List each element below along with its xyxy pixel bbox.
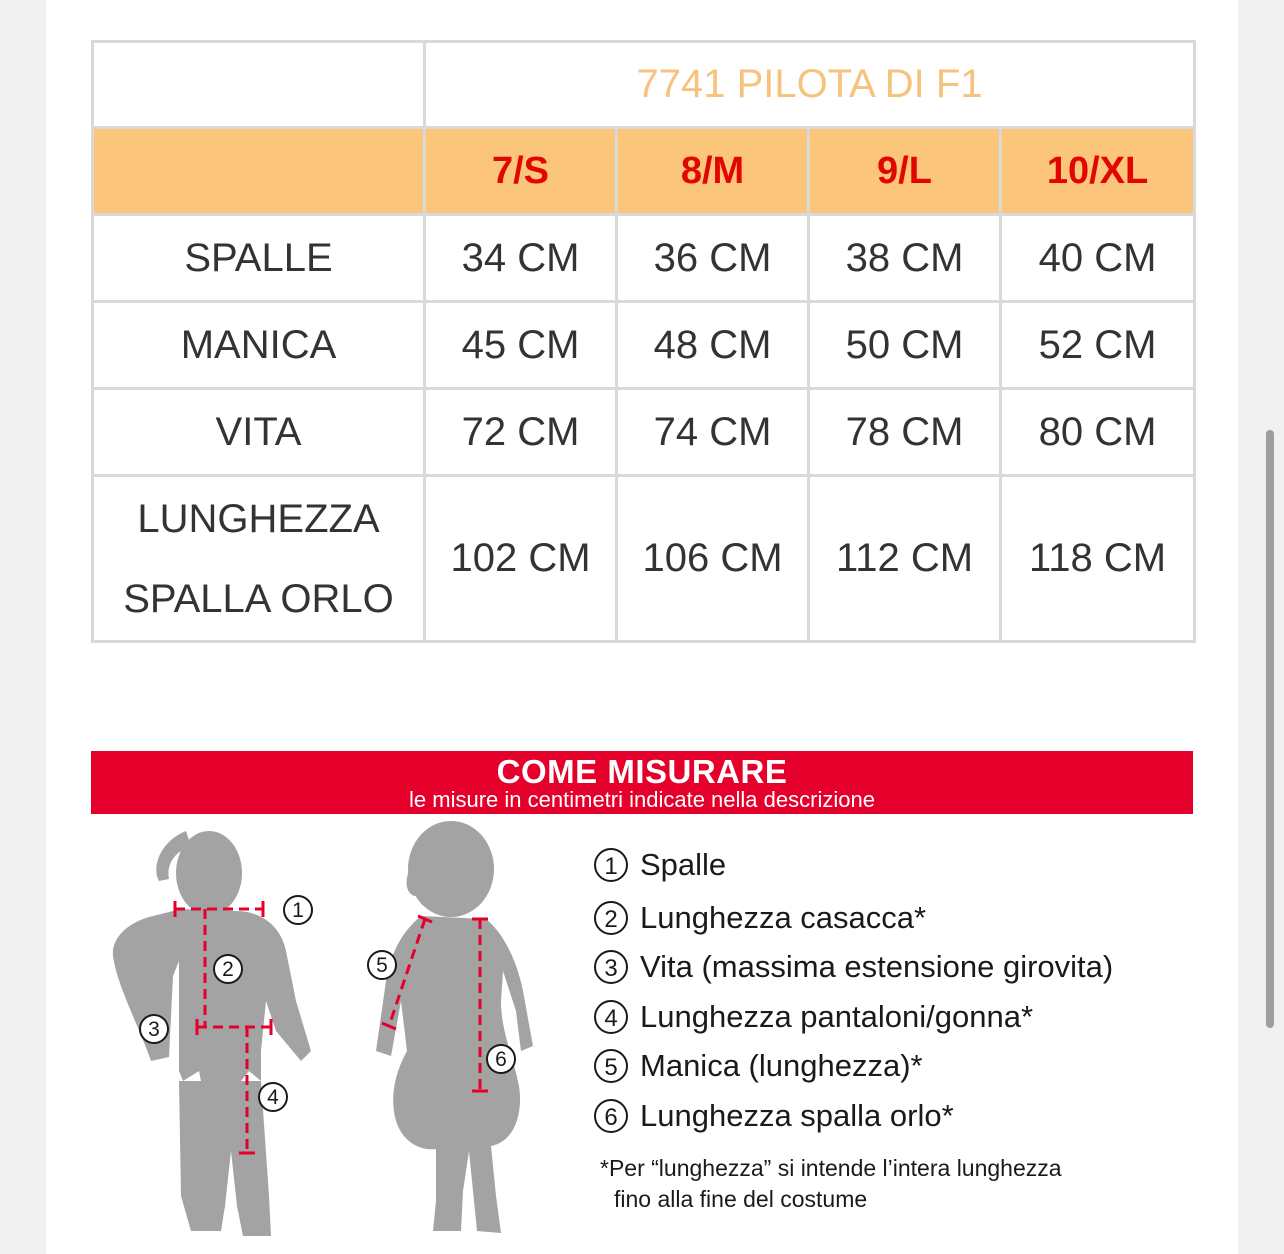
banner-subtitle: le misure in centimetri indicate nella descrizione xyxy=(409,787,875,812)
table-cell: 118 CM xyxy=(1001,476,1195,642)
table-row xyxy=(93,302,1195,389)
legend-item xyxy=(594,1042,1194,1092)
legend-text: Lunghezza casacca* xyxy=(640,899,927,935)
table-cell: 72 CM xyxy=(425,389,617,476)
table-cell: 102 CM xyxy=(425,476,617,642)
table-cell: 112 CM xyxy=(809,476,1001,642)
size-header-xl: 10/XL xyxy=(1001,128,1195,215)
size-header-l: 9/L xyxy=(809,128,1001,215)
svg-text:2: 2 xyxy=(222,958,234,981)
legend-item xyxy=(594,992,1194,1042)
row-label-line2: SPALLA ORLO xyxy=(123,576,394,621)
length-note xyxy=(600,1153,1062,1215)
table-row xyxy=(93,389,1195,476)
marker-6-icon xyxy=(487,1045,515,1073)
size-header-m: 8/M xyxy=(617,128,809,215)
row-label: MANICA xyxy=(93,302,425,389)
size-header-blank xyxy=(93,128,425,215)
marker-3-icon xyxy=(140,1015,168,1043)
legend-number-1: 1 xyxy=(594,848,628,882)
table-cell: 106 CM xyxy=(617,476,809,642)
girl-silhouette-icon xyxy=(376,821,533,1233)
note-line-2: fino alla fine del costume xyxy=(614,1186,868,1212)
table-cell: 52 CM xyxy=(1001,302,1195,389)
table-cell: 34 CM xyxy=(425,215,617,302)
legend-number-5: 5 xyxy=(594,1049,628,1083)
row-label xyxy=(93,476,425,642)
row-label-line1: LUNGHEZZA xyxy=(137,496,380,541)
marker-1-icon xyxy=(284,896,312,924)
size-table xyxy=(91,40,1196,643)
table-cell: 48 CM xyxy=(617,302,809,389)
svg-text:1: 1 xyxy=(292,899,304,922)
legend-item xyxy=(594,1091,1194,1141)
measure-legend xyxy=(594,837,1194,1141)
legend-number-6: 6 xyxy=(594,1099,628,1133)
legend-number-3: 3 xyxy=(594,950,628,984)
table-row xyxy=(93,215,1195,302)
size-header-s: 7/S xyxy=(425,128,617,215)
legend-text: Lunghezza spalla orlo* xyxy=(640,1097,954,1133)
legend-item xyxy=(594,893,1194,943)
measurement-figures xyxy=(91,751,591,1254)
note-line-1: *Per “lunghezza” si intende l’intera lunghezza xyxy=(600,1155,1062,1181)
table-cell: 36 CM xyxy=(617,215,809,302)
row-label: VITA xyxy=(93,389,425,476)
svg-text:3: 3 xyxy=(148,1018,160,1041)
table-cell: 80 CM xyxy=(1001,389,1195,476)
legend-number-2: 2 xyxy=(594,901,628,935)
legend-text: Vita (massima estensione girovita) xyxy=(640,949,1114,985)
legend-text: Manica (lunghezza)* xyxy=(640,1048,923,1084)
legend-text: Spalle xyxy=(640,847,727,882)
table-cell: 45 CM xyxy=(425,302,617,389)
row-label: SPALLE xyxy=(93,215,425,302)
how-to-measure-panel xyxy=(91,751,1193,1254)
marker-5-icon xyxy=(368,951,396,979)
svg-text:4: 4 xyxy=(267,1086,279,1109)
svg-text:5: 5 xyxy=(376,954,388,977)
svg-text:6: 6 xyxy=(495,1048,507,1071)
table-cell: 50 CM xyxy=(809,302,1001,389)
marker-4-icon xyxy=(259,1083,287,1111)
table-cell: 78 CM xyxy=(809,389,1001,476)
legend-number-4: 4 xyxy=(594,1000,628,1034)
legend-item xyxy=(594,943,1194,993)
scrollbar[interactable] xyxy=(1266,430,1274,1028)
table-corner-cell xyxy=(93,42,425,128)
banner-title: COME MISURARE xyxy=(496,753,788,790)
table-cell: 40 CM xyxy=(1001,215,1195,302)
table-row xyxy=(93,476,1195,642)
product-title: 7741 PILOTA DI F1 xyxy=(425,42,1195,128)
table-cell: 74 CM xyxy=(617,389,809,476)
legend-text: Lunghezza pantaloni/gonna* xyxy=(640,998,1034,1034)
legend-item xyxy=(594,837,1194,893)
table-cell: 38 CM xyxy=(809,215,1001,302)
marker-2-icon xyxy=(214,955,242,983)
